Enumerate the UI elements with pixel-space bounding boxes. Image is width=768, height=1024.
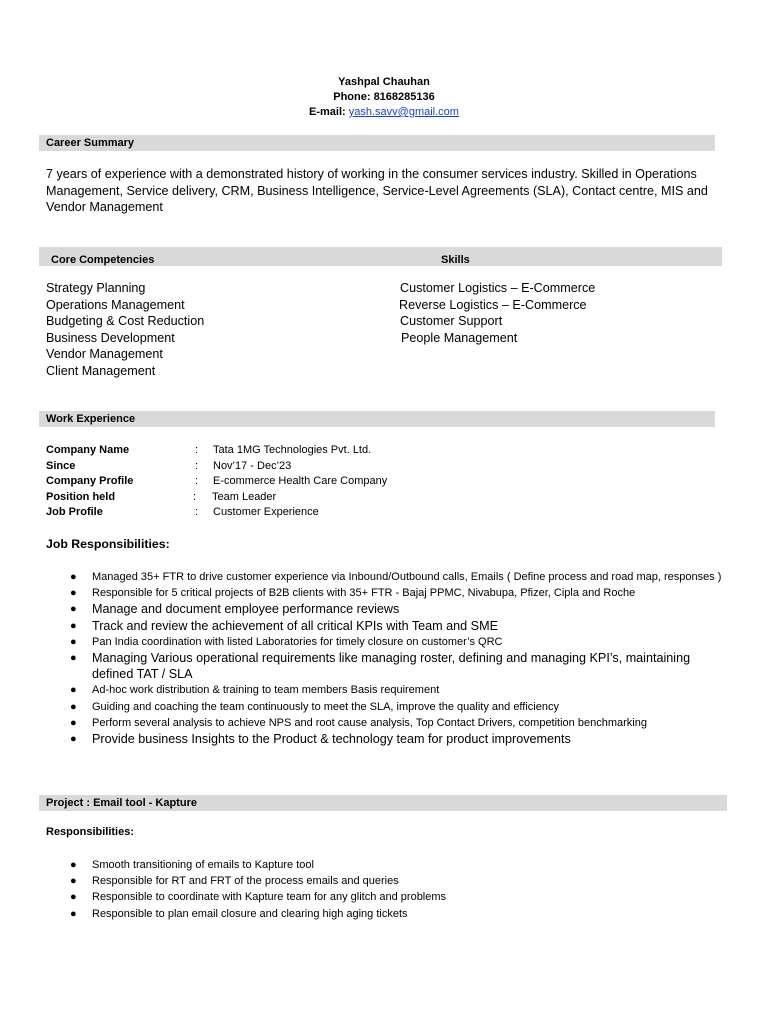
bullet-icon: ● bbox=[70, 733, 77, 746]
list-item-text: Responsible for 5 critical projects of B2B clients with 35+ FTR - Bajaj PPMC, Nivabupa, Pfizer, Cipla and Roche bbox=[92, 587, 636, 600]
skills-list bbox=[400, 280, 595, 346]
competency-item: Budgeting & Cost Reduction bbox=[46, 314, 205, 328]
project-heading: Project : Email tool - Kapture bbox=[39, 795, 727, 811]
skills-heading: Skills bbox=[441, 254, 470, 266]
job-detail-value: E-commerce Health Care Company bbox=[213, 475, 388, 487]
competencies-heading-bar bbox=[39, 247, 722, 266]
list-item bbox=[46, 618, 726, 634]
core-competencies-heading: Core Competencies bbox=[51, 254, 155, 266]
job-detail-value: Customer Experience bbox=[213, 506, 319, 518]
list-item bbox=[46, 634, 726, 650]
list-item-text: Perform several analysis to achieve NPS and root cause analysis, Top Contact Drivers, competition benchmarking bbox=[92, 716, 647, 729]
list-item-text: Ad-hoc work distribution & training to team members Basis requirement bbox=[92, 684, 440, 697]
list-item-text: Responsible to plan email closure and clearing high aging tickets bbox=[92, 907, 408, 920]
bullet-icon: ● bbox=[70, 571, 77, 583]
phone-number: Phone: 8168285136 bbox=[333, 91, 435, 103]
list-item bbox=[46, 873, 726, 889]
list-item bbox=[46, 715, 726, 731]
job-detail-colon: : bbox=[195, 506, 199, 518]
bullet-icon: ● bbox=[70, 907, 77, 920]
bullet-icon: ● bbox=[70, 635, 77, 648]
list-item-text: Provide business Insights to the Product & technology team for product improvements bbox=[92, 732, 571, 747]
job-detail-value: Nov’17 - Dec’23 bbox=[213, 459, 292, 472]
bullet-icon: ● bbox=[70, 652, 77, 665]
job-detail-value: Team Leader bbox=[212, 490, 277, 503]
list-item bbox=[46, 682, 726, 698]
job-detail-row bbox=[46, 505, 646, 521]
skill-item: People Management bbox=[401, 330, 518, 345]
bullet-icon: ● bbox=[70, 587, 77, 600]
list-item-text: Guiding and coaching the team continuously to meet the SLA, improve the quality and efficiency bbox=[92, 700, 559, 713]
email-label: E-mail: bbox=[309, 106, 349, 118]
list-item bbox=[46, 906, 726, 922]
list-item bbox=[46, 601, 726, 617]
job-detail-row bbox=[46, 490, 646, 506]
competency-item: Vendor Management bbox=[46, 347, 163, 361]
list-item bbox=[46, 650, 726, 682]
career-summary-text: 7 years of experience with a demonstrated history of working in the consumer services industry. Skilled in Operations Management, Service delivery, CRM, Business Intelligence, Service-Level Agreements (SLA), Contact centre, MIS and Vendor Management bbox=[46, 167, 708, 214]
list-item bbox=[46, 857, 726, 873]
job-detail-colon: : bbox=[195, 459, 199, 472]
competency-item: Strategy Planning bbox=[46, 281, 146, 295]
list-item-text: Responsible for RT and FRT of the process emails and queries bbox=[92, 875, 399, 888]
list-item bbox=[46, 731, 726, 747]
bullet-icon: ● bbox=[70, 859, 77, 871]
job-detail-label: Company Name bbox=[46, 444, 130, 456]
work-experience-heading: Work Experience bbox=[39, 411, 715, 427]
skill-item: Customer Support bbox=[400, 314, 503, 328]
job-detail-label: Company Profile bbox=[46, 475, 134, 487]
list-item-text: Responsible to coordinate with Kapture team for any glitch and problems bbox=[92, 891, 447, 904]
competency-item: Operations Management bbox=[46, 297, 185, 312]
job-detail-row bbox=[46, 474, 646, 490]
project-responsibilities-heading: Responsibilities: bbox=[46, 826, 135, 838]
job-detail-colon: : bbox=[193, 490, 197, 503]
job-detail-value: Tata 1MG Technologies Pvt. Ltd. bbox=[213, 444, 372, 456]
job-details bbox=[46, 443, 646, 521]
skill-item: Customer Logistics – E-Commerce bbox=[400, 281, 596, 295]
competency-item: Client Management bbox=[46, 363, 156, 378]
job-responsibilities-heading: Job Responsibilities: bbox=[46, 537, 170, 551]
bullet-icon: ● bbox=[70, 603, 77, 616]
bullet-icon: ● bbox=[70, 684, 77, 697]
job-detail-row bbox=[46, 459, 646, 475]
job-detail-label: Since bbox=[46, 459, 76, 472]
email-link[interactable]: yash.savv@gmail.com bbox=[348, 106, 459, 118]
bullet-icon: ● bbox=[70, 716, 77, 729]
competency-item: Business Development bbox=[46, 330, 175, 345]
core-competencies-list bbox=[46, 280, 204, 379]
bullet-icon: ● bbox=[70, 875, 77, 888]
candidate-name: Yashpal Chauhan bbox=[338, 76, 430, 88]
email-line bbox=[0, 105, 768, 120]
list-item-text: Smooth transitioning of emails to Kapture tool bbox=[92, 859, 314, 871]
list-item bbox=[46, 889, 726, 905]
job-detail-label: Job Profile bbox=[46, 506, 103, 518]
job-detail-colon: : bbox=[195, 444, 199, 456]
list-item-text: Managing Various operational requirements like managing roster, defining and managing KPI’s, maintaining defined TAT / SLA bbox=[92, 651, 691, 682]
job-responsibilities-list bbox=[46, 569, 726, 747]
project-responsibilities-list bbox=[46, 857, 726, 922]
job-detail-row bbox=[46, 443, 646, 459]
job-detail-label: Position held bbox=[46, 490, 116, 503]
skill-item: Reverse Logistics – E-Commerce bbox=[399, 297, 587, 312]
bullet-icon: ● bbox=[70, 891, 77, 904]
list-item-text: Manage and document employee performance reviews bbox=[92, 602, 400, 617]
list-item-text: Managed 35+ FTR to drive customer experience via Inbound/Outbound calls, Emails ( Define process and road map, responses ) bbox=[92, 571, 722, 583]
list-item bbox=[46, 569, 726, 585]
list-item-text: Track and review the achievement of all critical KPIs with Team and SME bbox=[92, 618, 498, 633]
bullet-icon: ● bbox=[70, 700, 77, 713]
list-item bbox=[46, 699, 726, 715]
job-detail-colon: : bbox=[195, 475, 199, 487]
list-item bbox=[46, 585, 726, 601]
career-summary-heading: Career Summary bbox=[39, 135, 715, 151]
list-item-text: Pan India coordination with listed Laboratories for timely closure on customer’s QRC bbox=[92, 635, 503, 648]
bullet-icon: ● bbox=[70, 619, 77, 632]
